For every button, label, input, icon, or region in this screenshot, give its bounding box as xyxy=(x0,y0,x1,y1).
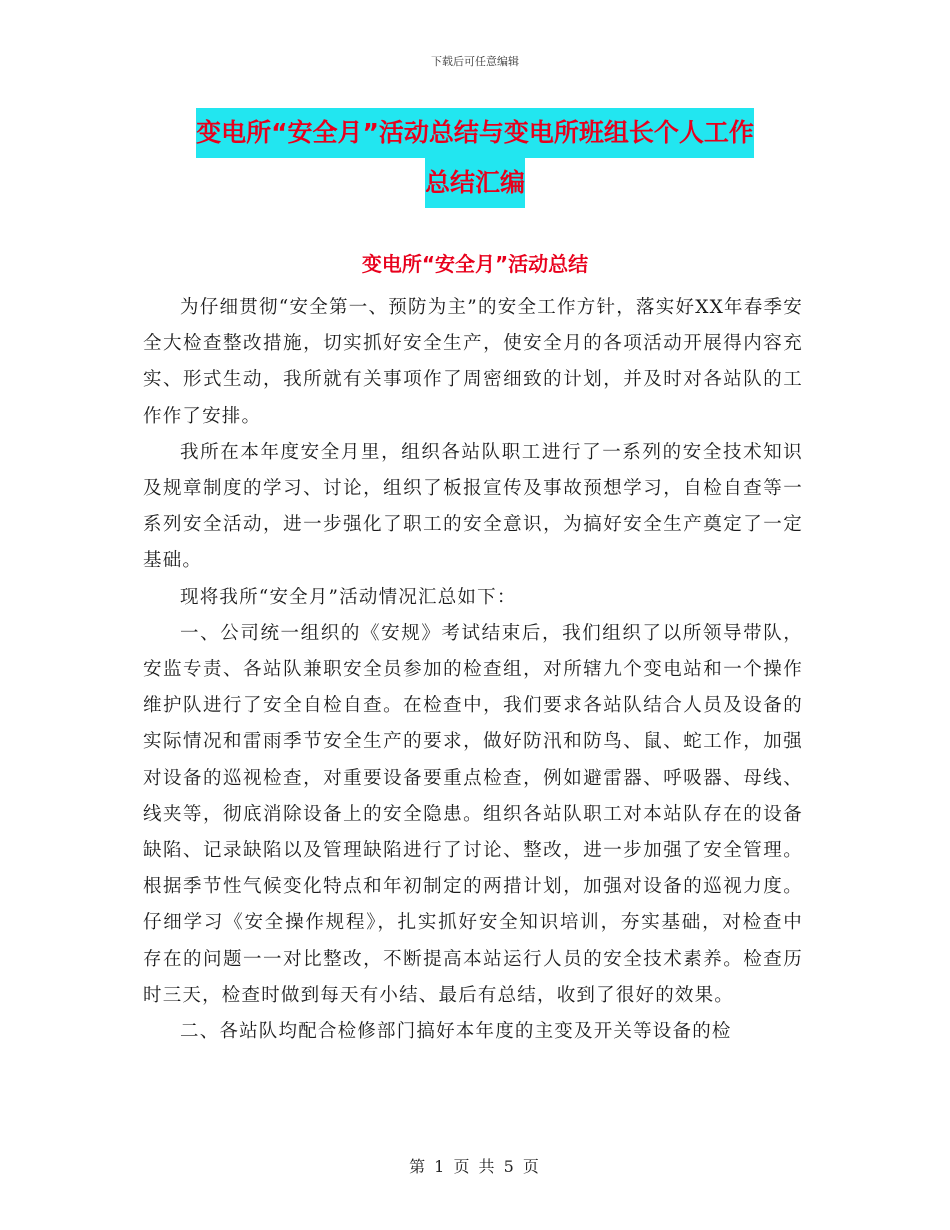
paragraph: 现将我所“安全月”活动情况汇总如下： xyxy=(180,586,517,608)
paragraph: 一、公司统一组织的《安规》考试结束后，我们组织了以所领导带队，安监专责、各站队兼职安全员参加的检查组，对所辖九个变电站和一个操作维护队进行了安全自检自查。在检查中，我们要求各站队结合人员及设备的实际情况和雷雨季节安全生产的要求，做好防汛和防鸟、鼠、蛇工作，加强对设备的巡视检查，对重要设备要重点检查，例如避雷器、呼吸器、母线、线夹等，彻底消除设备上的安全隐患。组织各站队职工对本站队存在的设备缺陷、记录缺陷以及管理缺陷进行了讨论、整改，进一步加强了安全管理。根据季节性气候变化特点和年初制定的两措计划，加强对设备的巡视力度。仔细学习《安全操作规程》，扎实抓好安全知识培训，夯实基础，对检查中存在的问题一一对比整改，不断提高本站运行人员的安全技术素养。检查历时三天，检查时做到每天有小结、最后有总结，收到了很好的效果。 xyxy=(143,622,803,1006)
title-line-1: 变电所“安全月”活动总结与变电所班组长个人工作 xyxy=(196,108,754,158)
document-title xyxy=(0,108,950,208)
section-title: 变电所“安全月”活动总结 xyxy=(361,252,589,276)
paragraph: 二、各站队均配合检修部门搞好本年度的主变及开关等设备的检 xyxy=(180,1021,732,1043)
header-note: 下载后可任意编辑 xyxy=(431,55,519,68)
body-text xyxy=(143,290,803,1050)
paragraph: 我所在本年度安全月里，组织各站队职工进行了一系列的安全技术知识及规章制度的学习、讨论，组织了板报宣传及事故预想学习，自检自查等一系列安全活动，进一步强化了职工的安全意识，为搞好安全生产奠定了一定基础。 xyxy=(143,441,803,572)
page-number: 第 1 页 共 5 页 xyxy=(409,1157,541,1176)
paragraph: 为仔细贯彻“安全第一、预防为主”的安全工作方针，落实好XX年春季安全大检查整改措施，切实抓好安全生产，使安全月的各项活动开展得内容充实、形式生动，我所就有关事项作了周密细致的计划，并及时对各站队的工作作了安排。 xyxy=(143,297,803,427)
title-line-2: 总结汇编 xyxy=(425,158,525,208)
